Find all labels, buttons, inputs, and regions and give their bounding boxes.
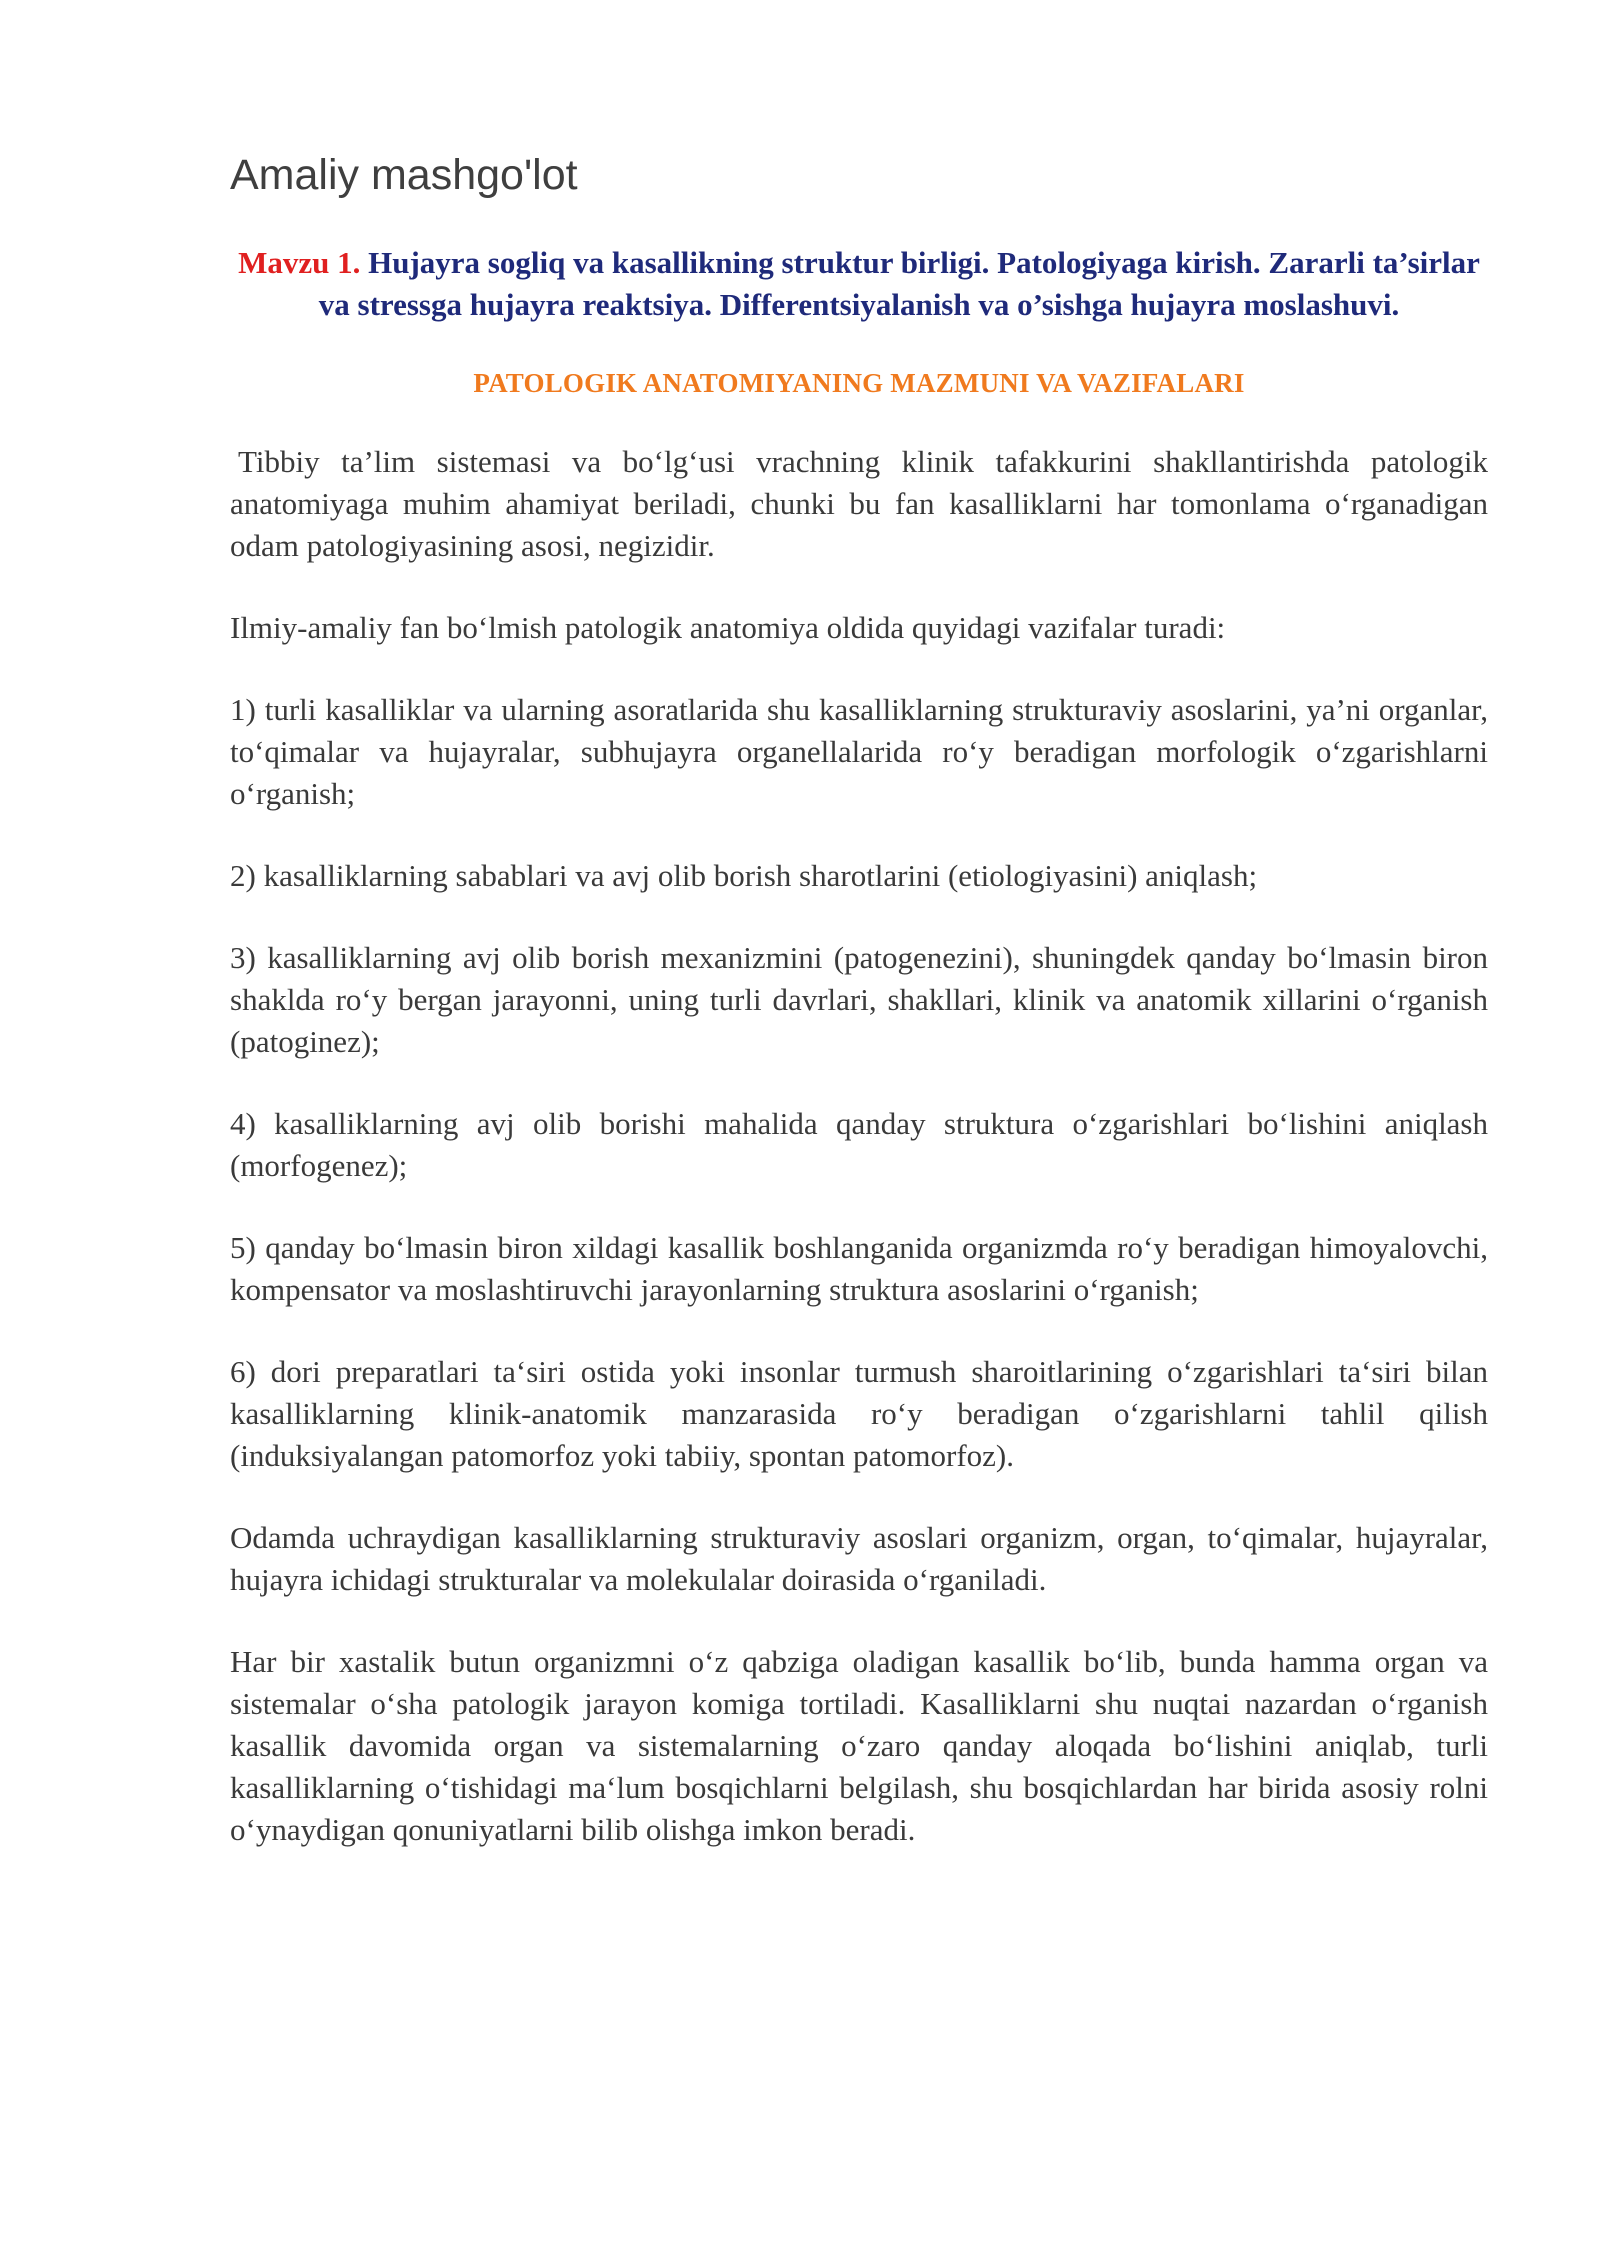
task-item-5: 5) qanday boʻlmasin biron xildagi kasallik boshlanganida organizmda roʻy beradigan himoyalovchi, kompensator va moslashtiruvchi jarayonlarning struktura asoslarini oʻrganish; [230, 1229, 1488, 1307]
section-heading: PATOLOGIK ANATOMIYANING MAZMUNI VA VAZIFALARI [473, 367, 1245, 398]
levels-paragraph: Odamda uchraydigan kasalliklarning strukturaviy asoslari organizm, organ, toʻqimalar, hujayralar, hujayra ichidagi strukturalar va molekulalar doirasida oʻrganiladi. [230, 1519, 1488, 1597]
task-item-3: 3) kasalliklarning avj olib borish mexanizmini (patogenezini), shuningdek qanday boʻlmasin biron shaklda roʻy bergan jarayonni, uning turli davrlari, shakllari, klinik va anatomik xillarini oʻrganish (patoginez); [230, 939, 1488, 1059]
topic-heading [230, 242, 1488, 326]
task-item-6: 6) dori preparatlari taʻsiri ostida yoki insonlar turmush sharoitlarining oʻzgarishlari taʻsiri bilan kasalliklarning klinik-anatomik manzarasida roʻy beradigan oʻzgarishlarni tahlil qilish (induksiyalangan patomorfoz yoki tabiiy, spontan patomorfoz). [230, 1353, 1488, 1473]
intro-paragraph: Tibbiy ta’lim sistemasi va boʻlgʻusi vrachning klinik tafakkurini shakllantirishda patologik anatomiyaga muhim ahamiyat beriladi, chunki bu fan kasalliklarni har tomonlama oʻrganadigan odam patologiyasining asosi, negizidir. [230, 443, 1488, 563]
task-item-4: 4) kasalliklarning avj olib borishi mahalida qanday struktura oʻzgarishlari boʻlishini aniqlash (morfogenez); [230, 1105, 1488, 1183]
whole-organism-paragraph: Har bir xastalik butun organizmni oʻz qabziga oladigan kasallik boʻlib, bunda hamma organ va sistemalar oʻsha patologik jarayon komiga tortiladi. Kasalliklarni shu nuqtai nazardan oʻrganish kasallik davomida organ va sistemalarning oʻzaro qanday aloqada boʻlishini aniqlab, turli kasalliklarning oʻtishidagi maʻlum bosqichlarni belgilash, shu bosqichlardan har birida asosiy rolni oʻynaydigan qonuniyatlarni bilib olishga imkon beradi. [230, 1643, 1488, 1847]
document-title: Amaliy mashgo'lot [230, 151, 578, 199]
task-item-2: 2) kasalliklarning sabablari va avj olib borish sharotlarini (etiologiyasini) aniqlash; [230, 857, 1258, 893]
document-page [230, 150, 1488, 1891]
topic-text: Hujayra sogliq va kasallikning struktur birligi. Patologiyaga kirish. Zararli ta’sirlar va stressga hujayra reaktsiya. Differentsiyalanish va o’sishga hujayra moslashuvi. [318, 244, 1480, 322]
task-item-1: 1) turli kasalliklar va ularning asoratlarida shu kasalliklarning strukturaviy asoslarini, ya’ni organlar, toʻqimalar va hujayralar, subhujayra organellalarida roʻy beradigan morfologik oʻzgarishlarni oʻrganish; [230, 691, 1488, 811]
topic-label: Mavzu 1. [238, 244, 361, 280]
tasks-intro-paragraph: Ilmiy-amaliy fan boʻlmish patologik anatomiya oldida quyidagi vazifalar turadi: [230, 609, 1226, 645]
